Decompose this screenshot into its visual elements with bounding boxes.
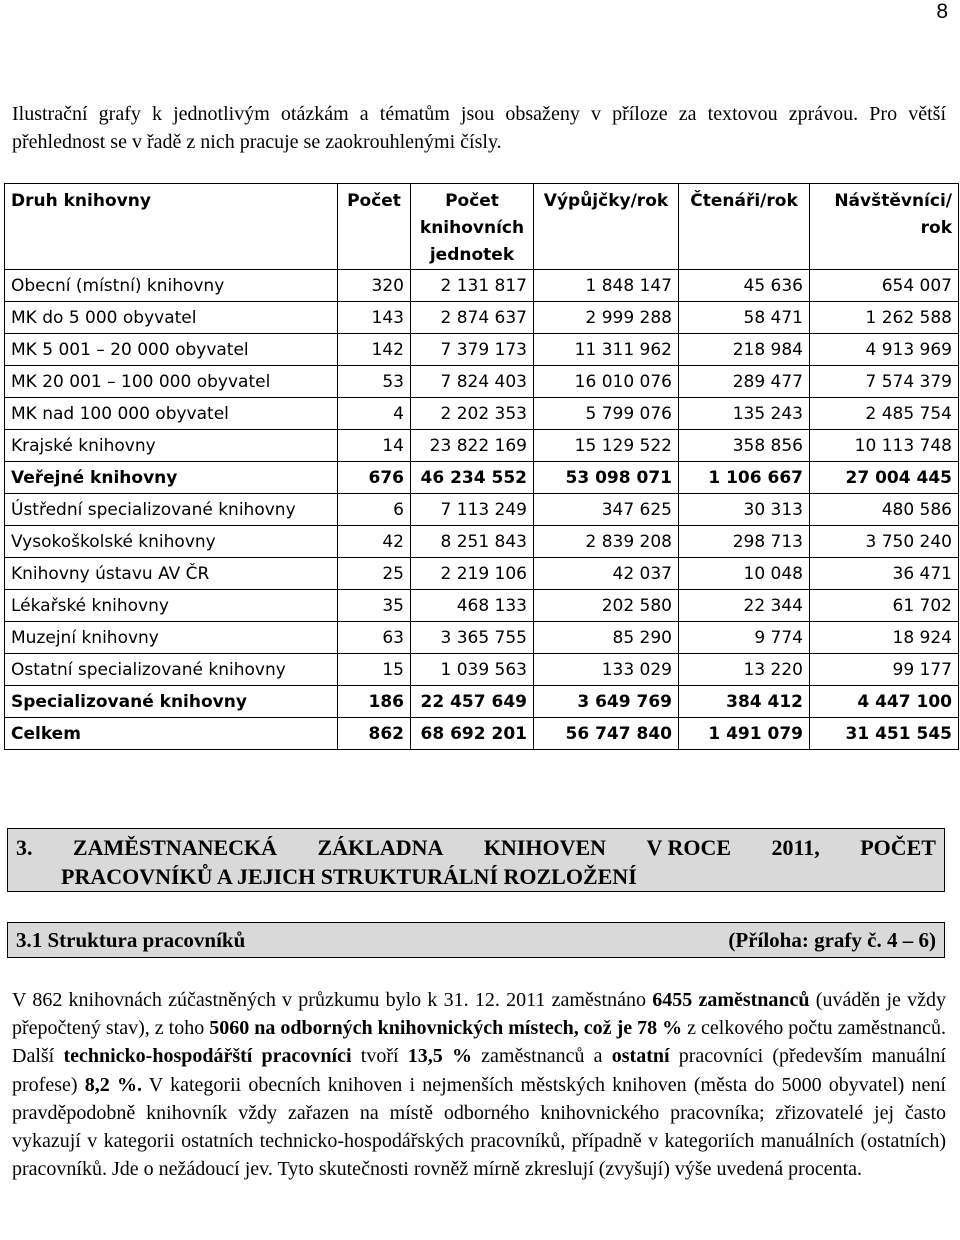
- library-statistics-table: [4, 183, 959, 750]
- header-visitors: [810, 184, 959, 270]
- cell-value: 9 774: [679, 622, 810, 654]
- row-label: Lékařské knihovny: [5, 590, 338, 622]
- table-row: [5, 590, 959, 622]
- header-readers: Čtenáři/rok: [679, 184, 810, 270]
- cell-value: 289 477: [679, 366, 810, 398]
- cell-value: 22 344: [679, 590, 810, 622]
- cell-value: 85 290: [534, 622, 679, 654]
- cell-value: 142: [338, 334, 411, 366]
- cell-value: 31 451 545: [810, 718, 959, 750]
- row-label: Ostatní specializované knihovny: [5, 654, 338, 686]
- cell-value: 22 457 649: [411, 686, 534, 718]
- body-text: V kategorii obecních knihoven i nejmenších městských knihoven (města do 5000 obyvatel) není pravděpodobně knihovník vždy zařazen na místě odborného knihovnického pracovníka; zřizovatelé jej často vykazují v kategorii ostatních technicko-hospodářských pracovníků, případně v kategoriích manuálních (ostatních) pracovníků. Jde o nežádoucí jev. Tyto skutečnosti rovněž mírně zkreslují (zvyšují) výše uvedená procenta.: [12, 1073, 946, 1181]
- cell-value: 347 625: [534, 494, 679, 526]
- section-3-word: ZÁKLADNA: [317, 835, 444, 860]
- cell-value: 298 713: [679, 526, 810, 558]
- cell-value: 1 848 147: [534, 270, 679, 302]
- cell-value: 56 747 840: [534, 718, 679, 750]
- cell-value: 1 262 588: [810, 302, 959, 334]
- cell-value: 63: [338, 622, 411, 654]
- cell-value: 143: [338, 302, 411, 334]
- cell-value: 14: [338, 430, 411, 462]
- header-count: Počet: [338, 184, 411, 270]
- cell-value: 4: [338, 398, 411, 430]
- cell-value: 10 113 748: [810, 430, 959, 462]
- row-label: MK 5 001 – 20 000 obyvatel: [5, 334, 338, 366]
- cell-value: 45 636: [679, 270, 810, 302]
- cell-value: 15 129 522: [534, 430, 679, 462]
- row-label: MK do 5 000 obyvatel: [5, 302, 338, 334]
- page-number: 8: [936, 0, 948, 23]
- section-3-word: 2011,: [771, 835, 820, 860]
- row-label: Krajské knihovny: [5, 430, 338, 462]
- body-text: zaměstnanců a: [471, 1045, 612, 1068]
- table-row: [5, 334, 959, 366]
- cell-value: 480 586: [810, 494, 959, 526]
- cell-value: 654 007: [810, 270, 959, 302]
- cell-value: 15: [338, 654, 411, 686]
- table-row: [5, 462, 959, 494]
- body-bold: technicko-hospodářští pracovníci: [63, 1045, 352, 1068]
- cell-value: 5 799 076: [534, 398, 679, 430]
- cell-value: 2 131 817: [411, 270, 534, 302]
- cell-value: 4 447 100: [810, 686, 959, 718]
- body-text: z celkového počtu zaměstnanců. Další: [12, 1017, 946, 1068]
- section-3-1-heading: [7, 922, 945, 958]
- cell-value: 4 913 969: [810, 334, 959, 366]
- row-label: Veřejné knihovny: [5, 462, 338, 494]
- table-body: [5, 270, 959, 750]
- table-row: [5, 718, 959, 750]
- table-row: [5, 302, 959, 334]
- cell-value: 68 692 201: [411, 718, 534, 750]
- body-bold: 13,5 %: [407, 1045, 472, 1068]
- cell-value: 36 471: [810, 558, 959, 590]
- section-3-line1: [16, 833, 936, 862]
- cell-value: 7 379 173: [411, 334, 534, 366]
- table-row: [5, 558, 959, 590]
- body-text: V 862 knihovnách zúčastněných v průzkumu bylo k 31. 12. 2011 zaměstnáno: [12, 989, 653, 1011]
- cell-value: 25: [338, 558, 411, 590]
- table-row: [5, 526, 959, 558]
- header-visitors-l1: Návštěvníci/: [834, 191, 952, 211]
- row-label: MK 20 001 – 100 000 obyvatel: [5, 366, 338, 398]
- cell-value: 862: [338, 718, 411, 750]
- table-row: [5, 494, 959, 526]
- cell-value: 202 580: [534, 590, 679, 622]
- header-units-l2: knihovních: [419, 218, 525, 238]
- section-3-line2: PRACOVNÍKŮ A JEJICH STRUKTURÁLNÍ ROZLOŽENÍ: [61, 864, 637, 889]
- cell-value: 3 365 755: [411, 622, 534, 654]
- row-label: Vysokoškolské knihovny: [5, 526, 338, 558]
- cell-value: 6: [338, 494, 411, 526]
- header-units-l1: Počet: [445, 191, 499, 211]
- cell-value: 53 098 071: [534, 462, 679, 494]
- cell-value: 2 874 637: [411, 302, 534, 334]
- cell-value: 2 485 754: [810, 398, 959, 430]
- row-label: Muzejní knihovny: [5, 622, 338, 654]
- cell-value: 7 574 379: [810, 366, 959, 398]
- header-type: Druh knihovny: [5, 184, 338, 270]
- row-label: Ústřední specializované knihovny: [5, 494, 338, 526]
- row-label: Celkem: [5, 718, 338, 750]
- header-visitors-l2: rok: [920, 218, 952, 238]
- cell-value: 27 004 445: [810, 462, 959, 494]
- table-header-row: [5, 184, 959, 270]
- section-3-1-reference: (Příloha: grafy č. 4 – 6): [728, 928, 936, 952]
- cell-value: 2 999 288: [534, 302, 679, 334]
- row-label: Knihovny ústavu AV ČR: [5, 558, 338, 590]
- body-bold: 5060 na odborných knihovnických místech, což je 78 %: [209, 1017, 683, 1040]
- section-3-word: POČET: [860, 835, 936, 860]
- cell-value: 3 750 240: [810, 526, 959, 558]
- section-3-number: 3.: [16, 835, 33, 860]
- cell-value: 16 010 076: [534, 366, 679, 398]
- cell-value: 46 234 552: [411, 462, 534, 494]
- cell-value: 218 984: [679, 334, 810, 366]
- body-bold: ostatní: [611, 1045, 670, 1068]
- cell-value: 10 048: [679, 558, 810, 590]
- cell-value: 13 220: [679, 654, 810, 686]
- cell-value: 2 839 208: [534, 526, 679, 558]
- section-3-word: KNIHOVEN: [483, 835, 607, 860]
- section-3-word: V ROCE: [646, 835, 732, 860]
- cell-value: 320: [338, 270, 411, 302]
- table-row: [5, 270, 959, 302]
- cell-value: 7 113 249: [411, 494, 534, 526]
- cell-value: 384 412: [679, 686, 810, 718]
- section-3-word: ZAMĚSTNANECKÁ: [72, 835, 278, 860]
- header-units-l3: jednotek: [429, 245, 515, 265]
- body-paragraph: [12, 986, 946, 1183]
- cell-value: 1 106 667: [679, 462, 810, 494]
- row-label: Obecní (místní) knihovny: [5, 270, 338, 302]
- cell-value: 42 037: [534, 558, 679, 590]
- row-label: Specializované knihovny: [5, 686, 338, 718]
- cell-value: 186: [338, 686, 411, 718]
- cell-value: 35: [338, 590, 411, 622]
- cell-value: 358 856: [679, 430, 810, 462]
- cell-value: 11 311 962: [534, 334, 679, 366]
- cell-value: 3 649 769: [534, 686, 679, 718]
- body-text: tvoří: [351, 1045, 408, 1068]
- cell-value: 133 029: [534, 654, 679, 686]
- body-bold: 8,2 %.: [84, 1073, 142, 1096]
- section-3-1-title: 3.1 Struktura pracovníků: [16, 928, 246, 952]
- body-bold: 6455 zaměstnanců: [652, 989, 810, 1011]
- cell-value: 18 924: [810, 622, 959, 654]
- cell-value: 1 039 563: [411, 654, 534, 686]
- row-label: MK nad 100 000 obyvatel: [5, 398, 338, 430]
- section-3-heading: [7, 828, 945, 892]
- cell-value: 7 824 403: [411, 366, 534, 398]
- body-text: (uváděn je vždy přepočtený stav), z toho: [12, 989, 946, 1040]
- table-row: [5, 654, 959, 686]
- cell-value: 468 133: [411, 590, 534, 622]
- cell-value: 42: [338, 526, 411, 558]
- cell-value: 99 177: [810, 654, 959, 686]
- cell-value: 53: [338, 366, 411, 398]
- header-units: [411, 184, 534, 270]
- cell-value: 1 491 079: [679, 718, 810, 750]
- body-text: pracovníci (především manuální profese): [12, 1045, 946, 1096]
- cell-value: 2 219 106: [411, 558, 534, 590]
- cell-value: 135 243: [679, 398, 810, 430]
- table-row: [5, 622, 959, 654]
- cell-value: 58 471: [679, 302, 810, 334]
- intro-paragraph: Ilustrační grafy k jednotlivým otázkám a tématům jsou obsaženy v příloze za textovou zprávou. Pro větší přehlednost se v řadě z nich pracuje se zaokrouhlenými čísly.: [12, 103, 946, 153]
- cell-value: 23 822 169: [411, 430, 534, 462]
- table-row: [5, 430, 959, 462]
- table-row: [5, 686, 959, 718]
- cell-value: 8 251 843: [411, 526, 534, 558]
- header-loans: Výpůjčky/rok: [534, 184, 679, 270]
- cell-value: 2 202 353: [411, 398, 534, 430]
- table-row: [5, 398, 959, 430]
- table-row: [5, 366, 959, 398]
- cell-value: 30 313: [679, 494, 810, 526]
- cell-value: 676: [338, 462, 411, 494]
- cell-value: 61 702: [810, 590, 959, 622]
